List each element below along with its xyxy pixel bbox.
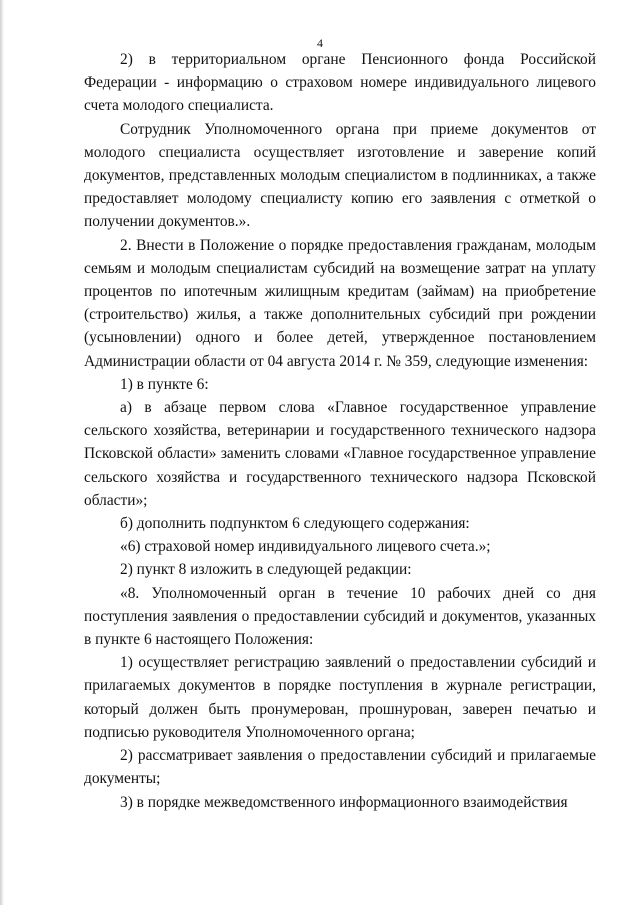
- page-number: 4: [317, 36, 323, 50]
- paragraph: б) дополнить подпунктом 6 следующего содержания:: [120, 515, 470, 533]
- paragraph: а) в абзаце первом слова «Главное государственное управление сельского хозяйства, ветеринарии и государственного технического надзора Псковской области» заменить словами «Главное государственное управление сельского хозяйства и государственного технического надзора Псковской области»;: [84, 399, 596, 509]
- paragraph: 1) в пункте 6:: [120, 375, 209, 393]
- paragraph: Сотрудник Уполномоченного органа при приеме документов от молодого специалиста осуществляет изготовление и заверение копий документов, представленных молодым специалистом в подлинниках, а также предоставляет молодому специалисту копию его заявления с отметкой о получении документов.».: [84, 120, 596, 231]
- paragraph: 2. Внести в Положение о порядке предоставления гражданам, молодым семьям и молодым специалистам субсидий на возмещение затрат на уплату процентов по ипотечным жилищным кредитам (займам) на приобретение (строительство) жилья, а также дополнительных субсидий при рождении (усыновлении) одного и более детей, утвержденное постановлением Администрации области от 04 августа 2014 г. № 359, следующие изменения:: [84, 236, 596, 370]
- scan-edge-shadow: [0, 0, 4, 905]
- paragraph: 2) пункт 8 изложить в следующей редакции:: [120, 561, 412, 579]
- paragraph: 2) рассматривает заявления о предоставлении субсидий и прилагаемые документы;: [84, 747, 596, 788]
- paragraph: 1) осуществляет регистрацию заявлений о предоставлении субсидий и прилагаемых документов в порядке поступления в журнале регистрации, который должен быть пронумерован, прошнурован, заверен печатью и подписью руководителя Уполномоченного органа;: [84, 654, 596, 741]
- paragraph: 2) в территориальном органе Пенсионного фонда Российской Федерации - информацию о страховом номере индивидуального лицевого счета молодого специалиста.: [84, 51, 596, 115]
- paragraph: «6) страховой номер индивидуального лицевого счета.»;: [120, 538, 491, 556]
- paragraph: 3) в порядке межведомственного информационного взаимодействия: [120, 793, 568, 811]
- document-body: [84, 48, 596, 814]
- paragraph: «8. Уполномоченный орган в течение 10 рабочих дней со дня поступления заявления о предоставлении субсидий и документов, указанных в пункте 6 настоящего Положения:: [84, 584, 596, 649]
